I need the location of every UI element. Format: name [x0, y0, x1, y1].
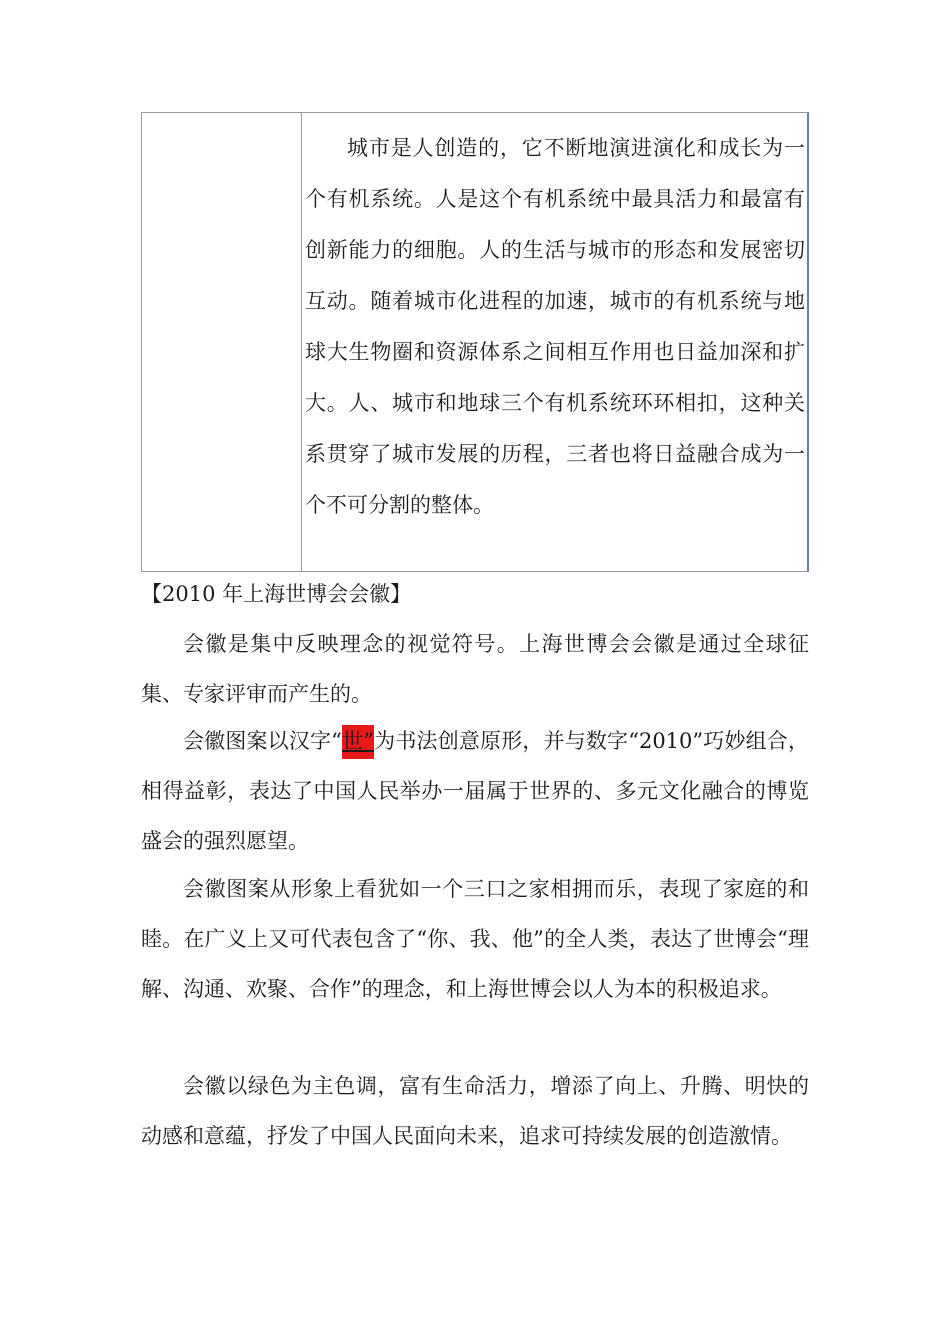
paragraph-text: 为书法创意原形，并与数字“2010”巧妙组合，相得益彰，表达了中国人民举办一届属于世界的、多元文化融合的博览盛会的强烈愿望。: [141, 729, 809, 853]
paragraph-emblem-intro: 会徽是集中反映理念的视觉符号。上海世博会会徽是通过全球征集、专家评审而产生的。: [141, 632, 809, 706]
table-cell-left: [142, 113, 302, 571]
paragraph-text: 会徽图案以汉字“: [183, 729, 342, 753]
content-table: [141, 112, 809, 572]
highlighted-character: 世”: [342, 725, 374, 759]
paragraph-emblem-color: 会徽以绿色为主色调，富有生命活力，增添了向上、升腾、明快的动感和意蕴，抒发了中国人民面向未来，追求可持续发展的创造激情。: [141, 1074, 809, 1148]
paragraph-emblem-design: [141, 716, 809, 866]
section-heading: 【2010 年上海世博会会徽】: [141, 582, 412, 606]
table-cell-right: [302, 113, 807, 571]
table-cell-paragraph: 城市是人创造的，它不断地演进演化和成长为一个有机系统。人是这个有机系统中最具活力和最富有创新能力的细胞。人的生活与城市的形态和发展密切互动。随着城市化进程的加速，城市的有机系统与地球大生物圈和资源体系之间相互作用也日益加深和扩大。人、城市和地球三个有机系统环环相扣，这种关系贯穿了城市发展的历程，三者也将日益融合成为一个不可分割的整体。: [305, 136, 805, 517]
paragraph-emblem-family: 会徽图案从形象上看犹如一个三口之家相拥而乐，表现了家庭的和睦。在广义上又可代表包含了“你、我、他”的全人类，表达了世博会“理解、沟通、欢聚、合作”的理念，和上海世博会以人为本的积极追求。: [141, 877, 809, 1001]
